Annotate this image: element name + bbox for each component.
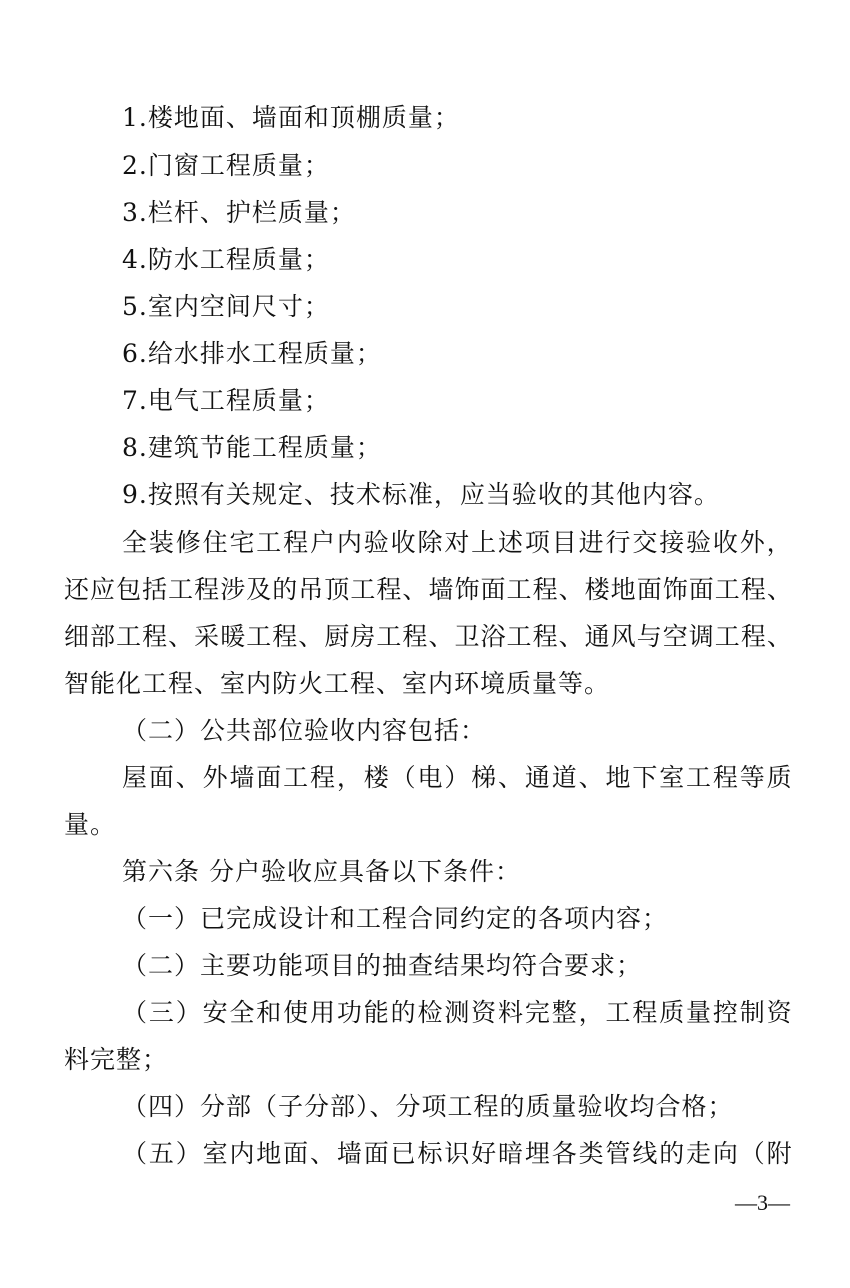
text-glyph: 、 [558, 575, 584, 604]
text-glyph: 工 [714, 575, 740, 604]
text-glyph: 各 [551, 1139, 577, 1168]
list-item: 8.建筑节能工程质量； [122, 433, 382, 462]
text-glyph: 资 [471, 998, 497, 1027]
text-glyph: 面 [636, 575, 662, 604]
text-glyph: 外 [739, 528, 765, 557]
text-glyph: 室 [659, 763, 685, 792]
text-glyph: （ [122, 998, 148, 1027]
text-glyph: 工 [246, 622, 272, 651]
page-number: —3— [735, 1190, 790, 1215]
text-glyph: 埋 [524, 1139, 550, 1168]
text-glyph: 对 [444, 528, 470, 557]
text-glyph: 的 [659, 1139, 685, 1168]
text-glyph: ） [444, 763, 470, 792]
text-glyph: 包 [116, 575, 142, 604]
text-glyph: 三 [148, 998, 174, 1027]
text-glyph: 饰 [454, 575, 480, 604]
text-glyph: 程 [532, 575, 558, 604]
text-glyph: 工 [283, 763, 309, 792]
text-glyph: 完 [524, 998, 550, 1027]
text-glyph: 房 [350, 622, 376, 651]
text-glyph: 类 [578, 1139, 604, 1168]
text-glyph: 料 [498, 998, 524, 1027]
text-glyph: 及 [246, 575, 272, 604]
text-glyph: 和 [256, 998, 282, 1027]
text-glyph: 住 [202, 528, 228, 557]
text-glyph: 项 [524, 528, 550, 557]
text-glyph: 线 [632, 1139, 658, 1168]
text-glyph: 质 [766, 763, 792, 792]
text-glyph: 进 [578, 528, 604, 557]
text-glyph: 户 [310, 528, 336, 557]
text-glyph: 程 [712, 763, 738, 792]
text-glyph: 交 [632, 528, 658, 557]
text-glyph: 质 [659, 998, 685, 1027]
text-glyph: 细 [64, 622, 90, 651]
text-glyph: 通 [524, 763, 550, 792]
text-glyph: 内 [229, 1139, 255, 1168]
text-glyph: 述 [498, 528, 524, 557]
text-glyph: 面 [148, 763, 174, 792]
list-item: 2.门窗工程质量； [122, 151, 330, 180]
text-glyph: 验 [686, 528, 712, 557]
text-glyph: 工 [116, 622, 142, 651]
paragraph-line: 智能化工程、室内防火工程、室内环境质量等。 [64, 669, 611, 698]
text-glyph: 标 [417, 1139, 443, 1168]
text-glyph: 宅 [229, 528, 255, 557]
text-glyph: 收 [712, 528, 738, 557]
text-glyph: 、 [428, 622, 454, 651]
condition-item [122, 996, 792, 1030]
text-glyph: （ [390, 763, 416, 792]
text-glyph: 墙 [336, 1139, 362, 1168]
text-glyph: 与 [636, 622, 662, 651]
text-glyph: 楼 [363, 763, 389, 792]
list-item: 4.防水工程质量； [122, 245, 330, 274]
text-glyph: 面 [283, 1139, 309, 1168]
text-glyph: 安 [202, 998, 228, 1027]
paragraph-line [122, 526, 792, 560]
text-glyph: 全 [122, 528, 148, 557]
section-heading: （二）公共部位验收内容包括： [122, 716, 487, 745]
text-glyph: 程 [272, 622, 298, 651]
text-glyph: 控 [712, 998, 738, 1027]
text-glyph: 、 [298, 622, 324, 651]
text-glyph: 量 [686, 998, 712, 1027]
text-glyph: 、 [578, 763, 604, 792]
text-glyph: 浴 [480, 622, 506, 651]
text-glyph: 面 [688, 575, 714, 604]
text-glyph: 等 [739, 763, 765, 792]
text-glyph: 的 [272, 575, 298, 604]
text-glyph: 程 [283, 528, 309, 557]
text-glyph: 、 [766, 575, 792, 604]
text-glyph: 、 [766, 622, 792, 651]
text-glyph: 顶 [324, 575, 350, 604]
condition-item: （一）已完成设计和工程合同约定的各项内容； [122, 904, 669, 933]
text-glyph: 还 [64, 575, 90, 604]
text-glyph: 调 [688, 622, 714, 651]
text-glyph: 工 [506, 575, 532, 604]
paragraph-line [64, 620, 792, 654]
text-glyph: 程 [740, 622, 766, 651]
text-glyph: 好 [471, 1139, 497, 1168]
list-item: 5.室内空间尺寸； [122, 292, 330, 321]
text-glyph: 能 [363, 998, 389, 1027]
text-glyph: 的 [390, 998, 416, 1027]
text-glyph: 工 [506, 622, 532, 651]
text-glyph: 附 [766, 1139, 792, 1168]
text-glyph: 向 [712, 1139, 738, 1168]
text-glyph: （ [122, 1139, 148, 1168]
text-glyph: 暗 [498, 1139, 524, 1168]
text-glyph: 通 [584, 622, 610, 651]
list-item: 1.楼地面、墙面和顶棚质量； [122, 103, 460, 132]
text-glyph: 识 [444, 1139, 470, 1168]
text-glyph: 、 [498, 763, 524, 792]
text-glyph: 程 [310, 763, 336, 792]
paragraph-line: 量。 [64, 810, 117, 839]
text-glyph: 收 [390, 528, 416, 557]
text-glyph: ） [175, 998, 201, 1027]
list-item: 9.按照有关规定、技术标准，应当验收的其他内容。 [122, 480, 720, 509]
text-glyph: 饰 [662, 575, 688, 604]
text-glyph: 工 [376, 622, 402, 651]
text-glyph: 、 [168, 622, 194, 651]
text-glyph: 检 [417, 998, 443, 1027]
text-glyph: 程 [632, 998, 658, 1027]
text-glyph: 地 [605, 763, 631, 792]
text-glyph: 、 [310, 1139, 336, 1168]
text-glyph: 风 [610, 622, 636, 651]
text-glyph: 工 [714, 622, 740, 651]
text-glyph: 涉 [220, 575, 246, 604]
text-glyph: ） [175, 1139, 201, 1168]
condition-item: （四）分部（子分部）、分项工程的质量验收均合格； [122, 1092, 734, 1121]
text-glyph: 程 [402, 622, 428, 651]
text-glyph: 功 [336, 998, 362, 1027]
text-glyph: 外 [202, 763, 228, 792]
text-glyph: 用 [310, 998, 336, 1027]
text-glyph: 管 [605, 1139, 631, 1168]
text-glyph: 全 [229, 998, 255, 1027]
text-glyph: 走 [686, 1139, 712, 1168]
article-heading: 第六条 分户验收应具备以下条件： [122, 857, 521, 886]
text-glyph: 、 [175, 763, 201, 792]
text-glyph: 使 [283, 998, 309, 1027]
text-glyph: 工 [686, 763, 712, 792]
text-glyph: 室 [202, 1139, 228, 1168]
paragraph-line [122, 761, 792, 795]
text-glyph: 应 [90, 575, 116, 604]
text-glyph: 行 [605, 528, 631, 557]
text-glyph: 装 [148, 528, 174, 557]
text-glyph: 面 [363, 1139, 389, 1168]
text-glyph: 屋 [122, 763, 148, 792]
text-glyph: 括 [142, 575, 168, 604]
text-glyph: 暖 [220, 622, 246, 651]
text-glyph: 程 [740, 575, 766, 604]
list-item: 6.给水排水工程质量； [122, 339, 382, 368]
list-item: 7.电气工程质量； [122, 386, 330, 415]
text-glyph: 目 [551, 528, 577, 557]
list-item: 3.栏杆、护栏质量； [122, 198, 356, 227]
text-glyph: 电 [417, 763, 443, 792]
text-glyph: 程 [142, 622, 168, 651]
text-glyph: 吊 [298, 575, 324, 604]
text-glyph: ， [766, 528, 792, 557]
text-glyph: 已 [390, 1139, 416, 1168]
text-glyph: 测 [444, 998, 470, 1027]
text-glyph: 梯 [471, 763, 497, 792]
text-glyph: 卫 [454, 622, 480, 651]
text-glyph: 工 [256, 528, 282, 557]
text-glyph: 五 [148, 1139, 174, 1168]
text-glyph: 修 [175, 528, 201, 557]
text-glyph: 上 [471, 528, 497, 557]
text-glyph: 空 [662, 622, 688, 651]
paragraph-line [64, 573, 792, 607]
text-glyph: 面 [480, 575, 506, 604]
text-glyph: 制 [739, 998, 765, 1027]
text-glyph: ， [336, 763, 362, 792]
text-glyph: （ [739, 1139, 765, 1168]
text-glyph: 地 [256, 1139, 282, 1168]
text-glyph: 整 [551, 998, 577, 1027]
text-glyph: 程 [194, 575, 220, 604]
text-glyph: 除 [417, 528, 443, 557]
text-glyph: 工 [350, 575, 376, 604]
text-glyph: 资 [766, 998, 792, 1027]
text-glyph: 楼 [584, 575, 610, 604]
text-glyph: 采 [194, 622, 220, 651]
text-glyph: 工 [605, 998, 631, 1027]
text-glyph: ， [578, 998, 604, 1027]
text-glyph: 墙 [428, 575, 454, 604]
text-glyph: 道 [551, 763, 577, 792]
text-glyph: 厨 [324, 622, 350, 651]
text-glyph: 程 [376, 575, 402, 604]
text-glyph: 面 [256, 763, 282, 792]
text-glyph: 验 [363, 528, 389, 557]
text-glyph: 程 [532, 622, 558, 651]
text-glyph: 工 [168, 575, 194, 604]
text-glyph: 、 [558, 622, 584, 651]
condition-item: （二）主要功能项目的抽查结果均符合要求； [122, 951, 643, 980]
text-glyph: 内 [336, 528, 362, 557]
text-glyph: 、 [402, 575, 428, 604]
condition-item [122, 1137, 792, 1171]
text-glyph: 墙 [229, 763, 255, 792]
condition-item: 料完整； [64, 1045, 169, 1074]
text-glyph: 地 [610, 575, 636, 604]
text-glyph: 下 [632, 763, 658, 792]
text-glyph: 接 [659, 528, 685, 557]
text-glyph: 部 [90, 622, 116, 651]
